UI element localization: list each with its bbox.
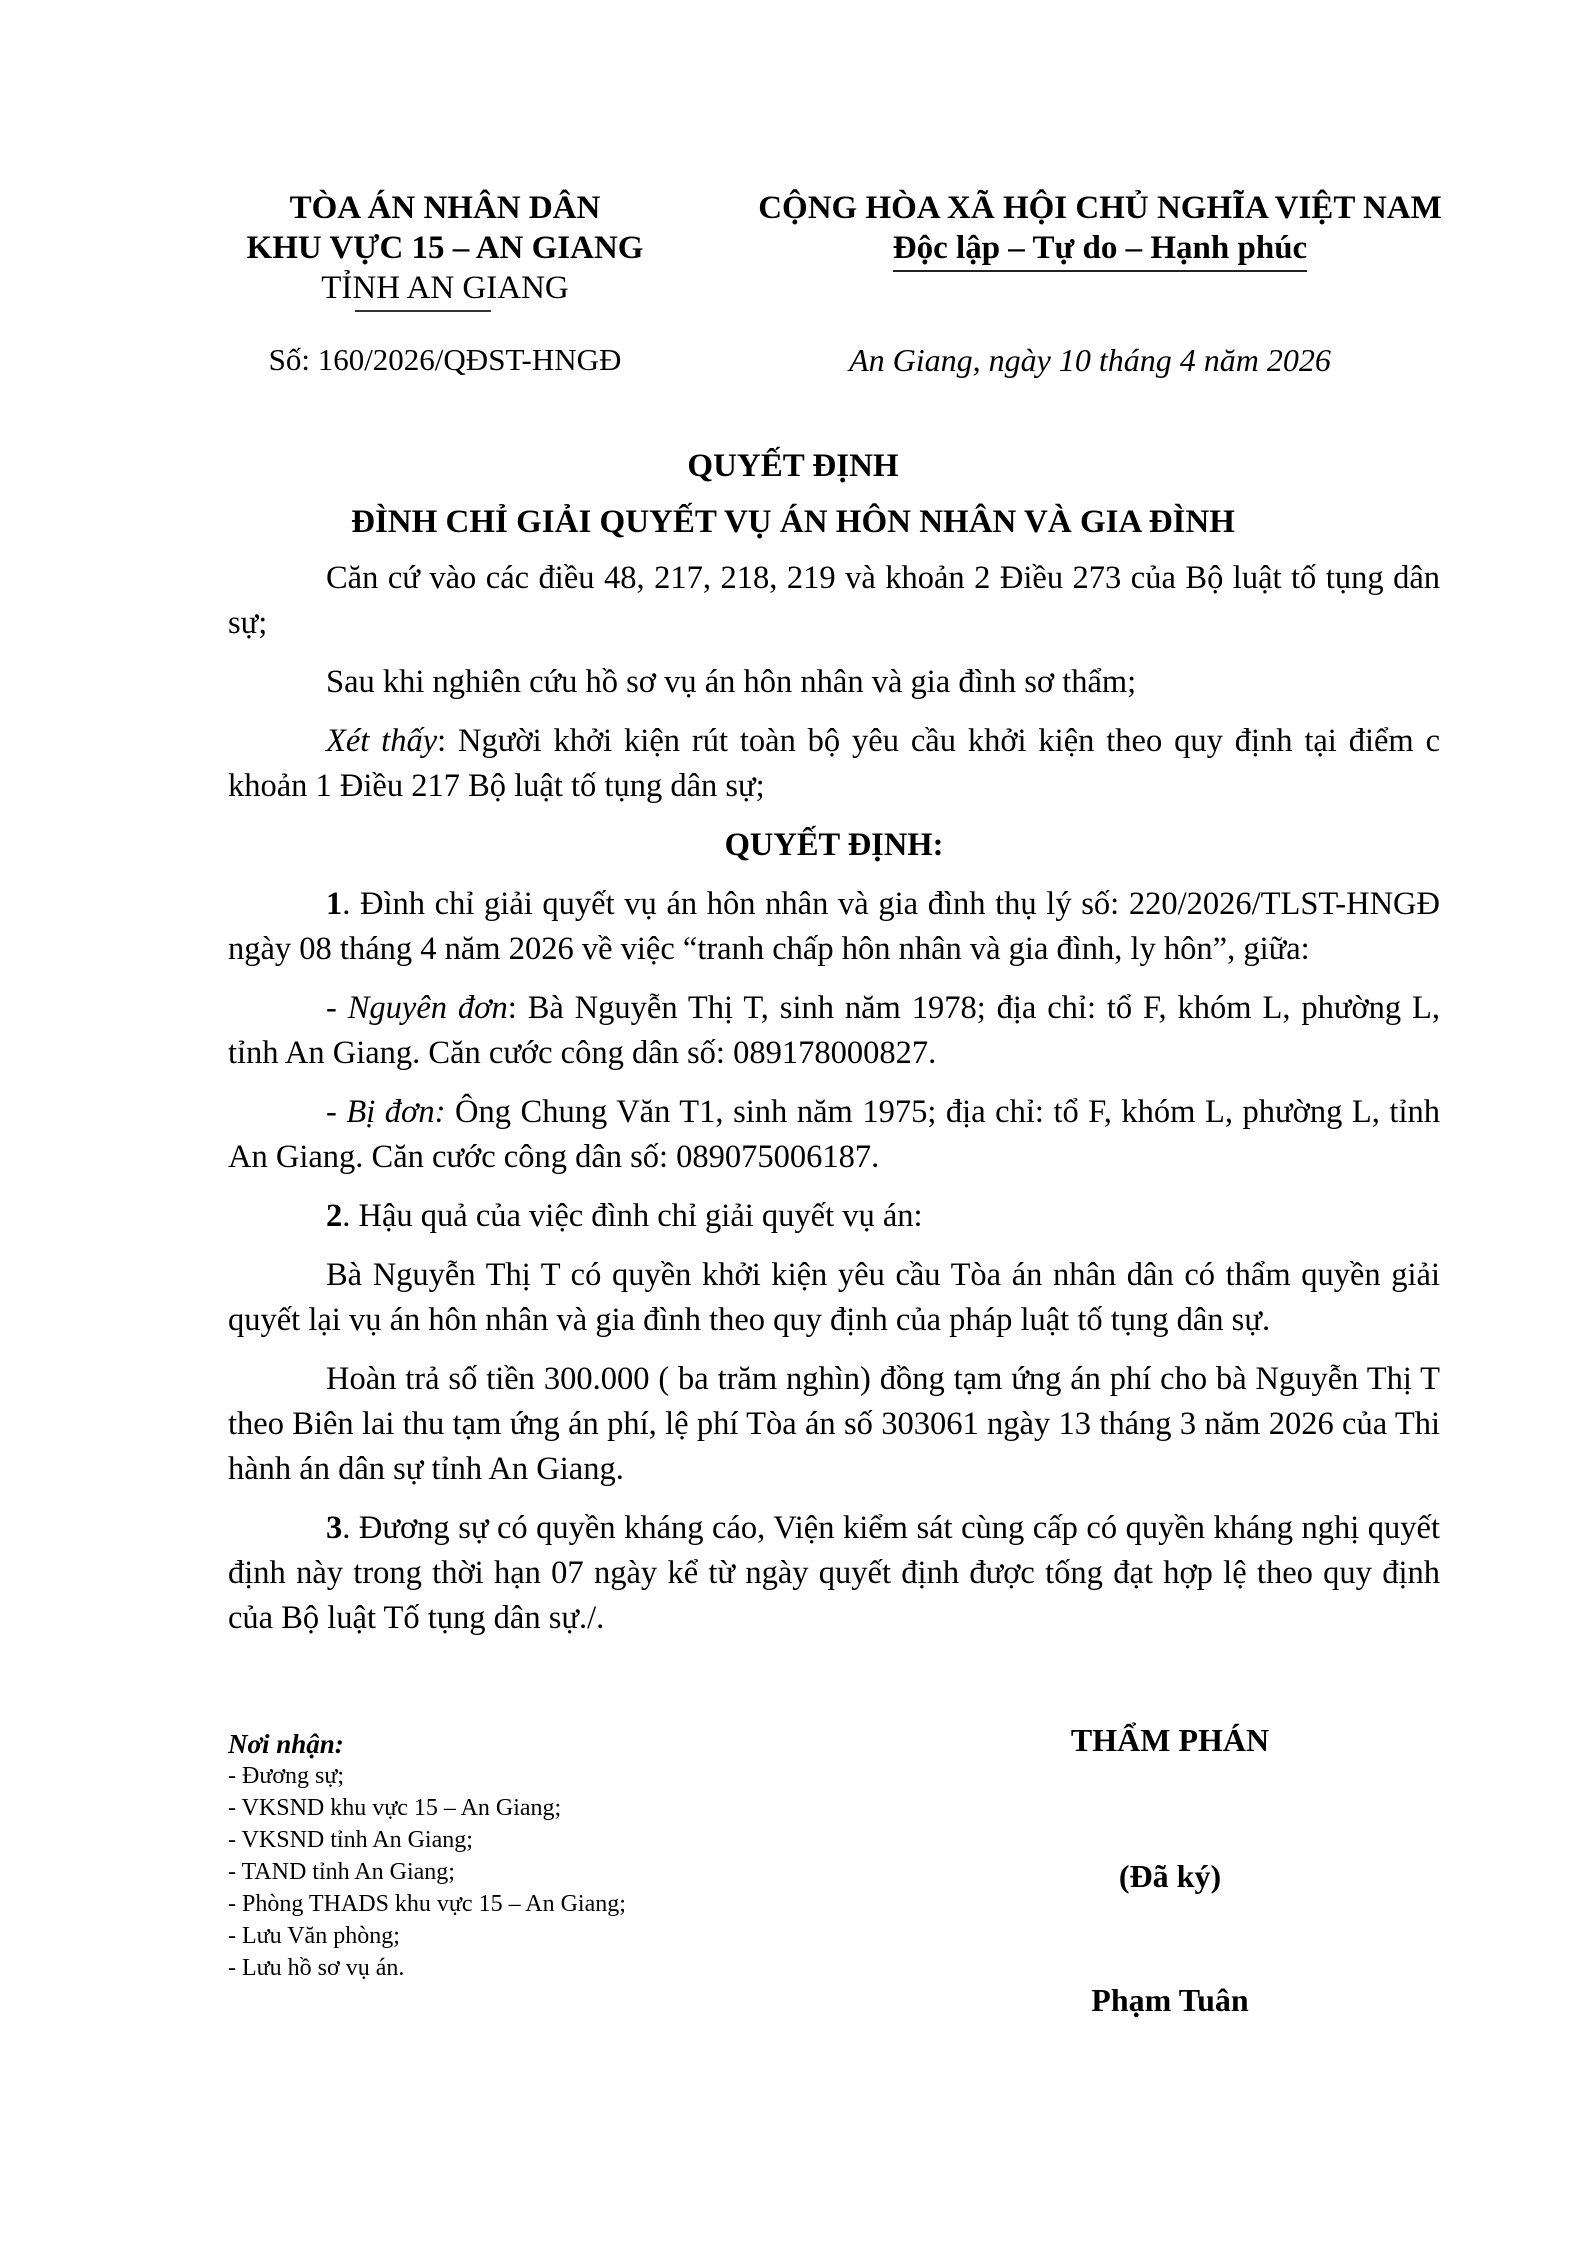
recipient-item: - Phòng THADS khu vực 15 – An Giang; <box>228 1891 626 1917</box>
section-1 <box>228 882 1440 972</box>
document-subtitle: ĐÌNH CHỈ GIẢI QUYẾT VỤ ÁN HÔN NHÂN VÀ GIA ĐÌNH <box>351 504 1235 540</box>
court-name-line1: TÒA ÁN NHÂN DÂN <box>289 190 601 226</box>
legal-basis: Căn cứ vào các điều 48, 217, 218, 219 và khoản 2 Điều 273 của Bộ luật tố tụng dân sự; <box>228 560 1440 641</box>
finding-paragraph <box>228 719 1440 809</box>
country-name: CỘNG HÒA XÃ HỘI CHỦ NGHĨA VIỆT NAM <box>758 190 1442 226</box>
recipient-item: - Đương sự; <box>228 1763 345 1789</box>
national-motto: Độc lập – Tự do – Hạnh phúc <box>893 228 1307 272</box>
recipients-label: Nơi nhận: <box>228 1729 344 1759</box>
document-number: Số: 160/2026/QĐST-HNGĐ <box>268 342 622 377</box>
section-2 <box>228 1194 1440 1239</box>
recipient-item: - Lưu hồ sơ vụ án. <box>228 1955 405 1981</box>
section-3-text: . Đương sự có quyền kháng cáo, Viện kiểm sát cùng cấp có quyền kháng nghị quyết định này trong thời hạn 07 ngày kể từ ngày quyết định được tống đạt hợp lệ theo quy định của Bộ luật Tố tụng dân sự./. <box>228 1510 1440 1636</box>
section-3 <box>228 1506 1440 1641</box>
finding-text: : Người khởi kiện rút toàn bộ yêu cầu khởi kiện theo quy định tại điểm c khoản 1 Điều 217 Bộ luật tố tụng dân sự; <box>228 723 1440 804</box>
signer-name: Phạm Tuân <box>1091 1982 1249 2018</box>
recipient-item: - VKSND tỉnh An Giang; <box>228 1827 473 1853</box>
section-1-text: . Đình chỉ giải quyết vụ án hôn nhân và gia đình thụ lý số: 220/2026/TLST-HNGĐ ngày 08 tháng 4 năm 2026 về việc “tranh chấp hôn nhân và gia đình, ly hôn”, giữa: <box>228 886 1440 967</box>
court-header <box>210 188 680 308</box>
decision-heading: QUYẾT ĐỊNH: <box>724 827 944 863</box>
recipient-item: - TAND tỉnh An Giang; <box>228 1859 455 1885</box>
signer-title: THẨM PHÁN <box>1070 1722 1270 1758</box>
section-2-number: 2 <box>326 1198 343 1234</box>
document-title: QUYẾT ĐỊNH <box>687 448 899 484</box>
recipient-item: - Lưu Văn phòng; <box>228 1923 400 1949</box>
court-name-line2: KHU VỰC 15 – AN GIANG <box>246 230 644 266</box>
recipients-block <box>228 1728 788 1984</box>
refund-paragraph: Hoàn trả số tiền 300.000 ( ba trăm nghìn) đồng tạm ứng án phí cho bà Nguyễn Thị T theo Biên lai thu tạm ứng án phí, lệ phí Tòa án số 303061 ngày 13 tháng 3 năm 2026 của Thi hành án dân sự tỉnh An Giang. <box>228 1361 1440 1487</box>
court-name-line3: TỈNH AN GIANG <box>321 270 569 306</box>
place-date: An Giang, ngày 10 tháng 4 năm 2026 <box>849 342 1331 378</box>
plaintiff-paragraph: - Nguyên đơn: Bà Nguyễn Thị T, sinh năm 1978; địa chỉ: tổ F, khóm L, phường L, tỉnh An Giang. Căn cước công dân số: 089178000827. <box>228 990 1441 1071</box>
review-statement: Sau khi nghiên cứu hồ sơ vụ án hôn nhân và gia đình sơ thẩm; <box>326 664 1137 700</box>
right-to-sue-paragraph: Bà Nguyễn Thị T có quyền khởi kiện yêu cầu Tòa án nhân dân có thẩm quyền giải quyết lại vụ án hôn nhân và gia đình theo quy định của pháp luật tố tụng dân sự. <box>228 1257 1440 1338</box>
defendant-label: Bị đơn: <box>346 1094 446 1130</box>
national-header <box>700 188 1500 272</box>
defendant-text: Ông Chung Văn T1, sinh năm 1975; địa chỉ: tổ F, khóm L, phường L, tỉnh An Giang. Căn cước công dân số: 089075006187. <box>228 1094 1440 1175</box>
defendant-paragraph: - Bị đơn: Ông Chung Văn T1, sinh năm 1975; địa chỉ: tổ F, khóm L, phường L, tỉnh An Giang. Căn cước công dân số: 089075006187. <box>228 1094 1440 1175</box>
plaintiff-label: Nguyên đơn <box>347 990 508 1026</box>
section-2-text: . Hậu quả của việc đình chỉ giải quyết vụ án: <box>342 1198 923 1234</box>
header-divider <box>355 310 491 312</box>
finding-label: Xét thấy <box>326 723 438 759</box>
section-3-number: 3 <box>326 1510 343 1546</box>
section-1-number: 1 <box>326 886 343 922</box>
recipient-item: - VKSND khu vực 15 – An Giang; <box>228 1795 562 1821</box>
signature-status: (Đã ký) <box>1118 1858 1222 1894</box>
document-body <box>228 556 1440 1655</box>
plaintiff-text: : Bà Nguyễn Thị T, sinh năm 1978; địa chỉ: tổ F, khóm L, phường L, tỉnh An Giang. Căn cước công dân số: 089178000827. <box>228 990 1441 1071</box>
